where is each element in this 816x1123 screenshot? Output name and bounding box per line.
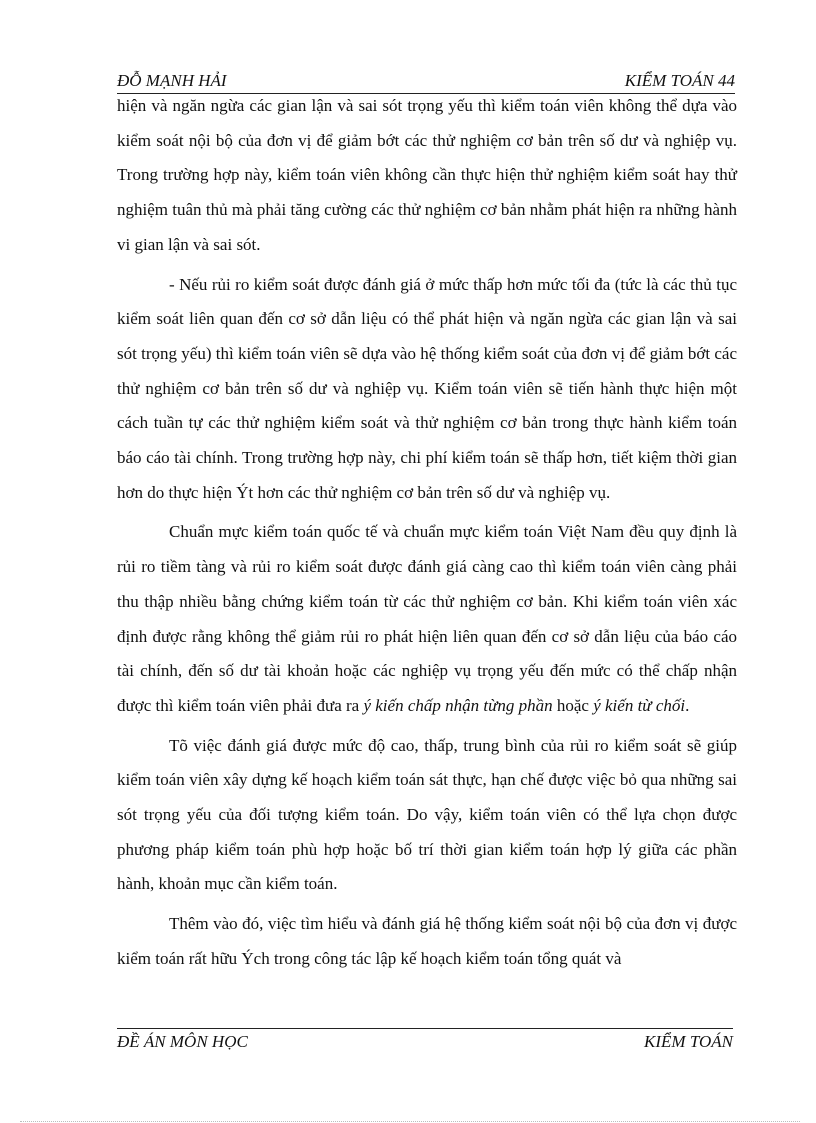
paragraph-3-text: Chuẩn mực kiểm toán quốc tế và chuẩn mực kiểm toán Việt Nam đều quy định là rủi ro tiềm tàng và rủi ro kiểm soát được đánh giá càng cao thì kiểm toán viên càng phải thu thập nhiều bằng chứng kiểm toán từ các thử nghiệm cơ bản. Khi kiểm toán viên xác định được rằng không thể giảm rủi ro phát hiện liên quan đến cơ sở dẫn liệu của báo cáo tài chính, đến số dư tài khoản hoặc các nghiệp vụ trọng yếu đến mức có thể chấp nhận được thì kiểm toán viên phải đưa ra: [117, 522, 737, 715]
paragraph-2: - Nếu rủi ro kiểm soát được đánh giá ở mức thấp hơn mức tối đa (tức là các thủ tục kiểm soát liên quan đến cơ sở dẫn liệu có thể phát hiện và ngăn ngừa các gian lận và sai sót trọng yếu) thì kiểm toán viên sẽ dựa vào hệ thống kiểm soát của đơn vị để giảm bớt các thử nghiệm cơ bản trên số dư và nghiệp vụ. Kiểm toán viên sẽ tiến hành thực hiện một cách tuần tự các thử nghiệm kiểm soát và thử nghiệm cơ bản trong thực hành kiểm toán báo cáo tài chính. Trong trường hợp này, chi phí kiểm toán sẽ thấp hơn, tiết kiệm thời gian hơn do thực hiện Ýt hơn các thử nghiệm cơ bản trên số dư và nghiệp vụ.: [117, 274, 737, 502]
paragraph-3-conjunction: hoặc: [552, 695, 594, 715]
footer-course: ĐỀ ÁN MÔN HỌC: [117, 1032, 248, 1051]
paragraph-3-emphasis-2: ý kiến từ chối: [593, 695, 686, 715]
paragraph-3: [117, 515, 737, 723]
header-author: ĐỖ MẠNH HẢI: [117, 71, 227, 90]
paragraph-1: hiện và ngăn ngừa các gian lận và sai sót trọng yếu thì kiểm toán viên không thể dựa vào kiểm soát nội bộ của đơn vị để giảm bớt các thử nghiệm cơ bản trên số dư và nghiệp vụ. Trong trường hợp này, kiểm toán viên không cần thực hiện thử nghiệm kiểm soát hay thử nghiệm tuân thủ mà phải tăng cường các thử nghiệm cơ bản nhằm phát hiện ra những hành vi gian lận và sai sót.: [117, 96, 737, 254]
paragraph-3-end: .: [685, 695, 690, 715]
page-bottom-divider: [20, 1121, 800, 1122]
page-footer: [117, 1028, 733, 1051]
header-subject: KIỂM TOÁN 44: [624, 71, 735, 90]
paragraph-3-emphasis-1: ý kiến chấp nhận từng phần: [363, 695, 553, 715]
paragraph-5: Thêm vào đó, việc tìm hiểu và đánh giá hệ thống kiểm soát nội bộ của đơn vị được kiểm toán rất hữu Ých trong công tác lập kế hoạch kiểm toán tổng quát và: [117, 914, 737, 968]
footer-subject: KIỂM TOÁN: [644, 1032, 733, 1051]
paragraph-4: Tõ việc đánh giá được mức độ cao, thấp, trung bình của rủi ro kiểm soát sẽ giúp kiểm toán viên xây dựng kế hoạch kiểm toán sát thực, hạn chế được việc bỏ qua những sai sót trọng yếu của đối tượng kiểm toán. Do vậy, kiểm toán viên có thể lựa chọn được phương pháp kiểm toán phù hợp hoặc bố trí thời gian kiểm toán hợp lý giữa các phần hành, khoản mục cần kiểm toán.: [117, 735, 737, 894]
document-body: [117, 89, 737, 982]
